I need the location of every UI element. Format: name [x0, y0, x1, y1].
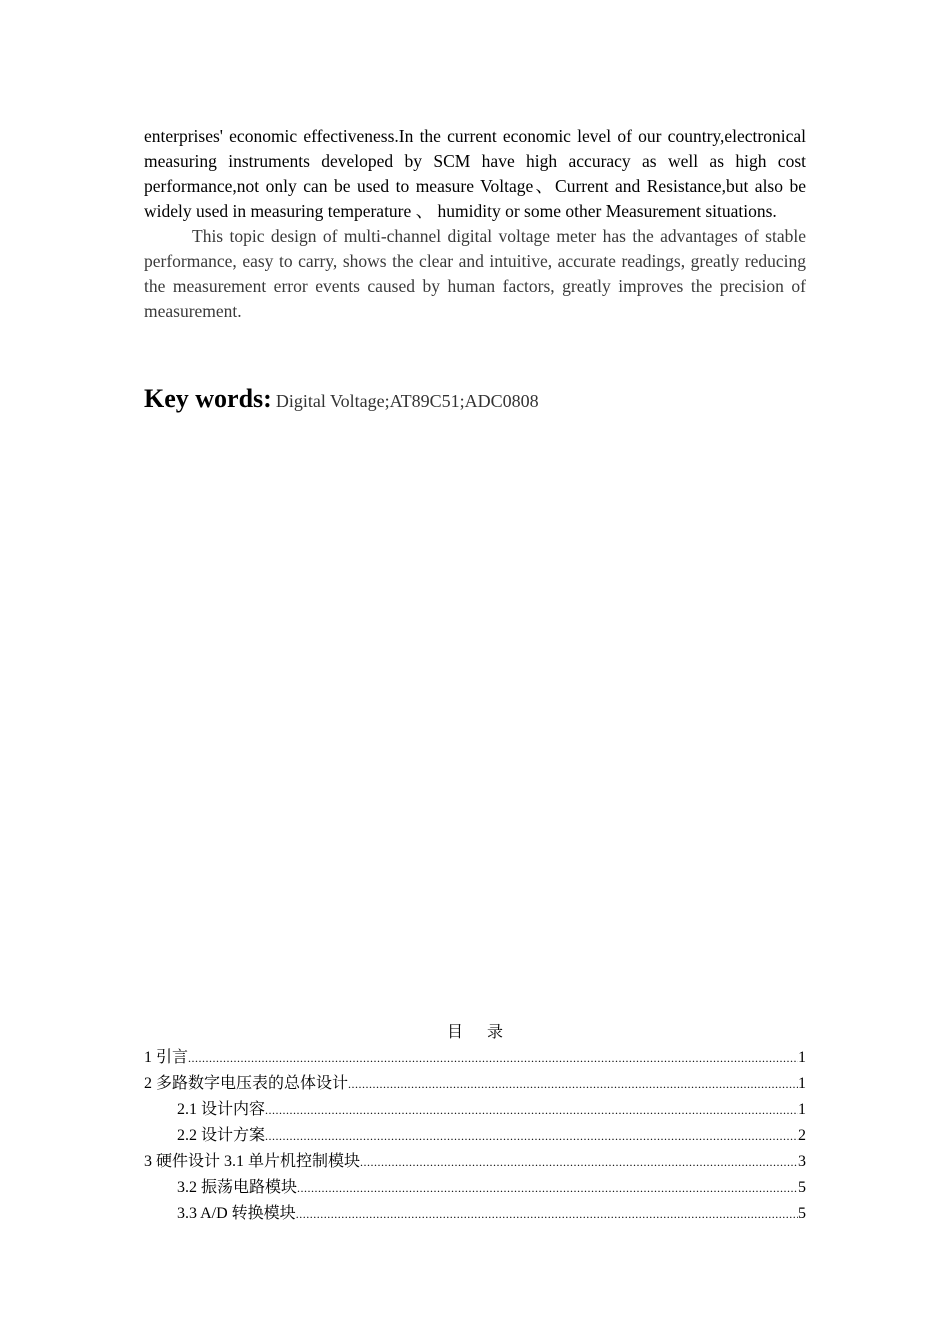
toc-dot-leader	[188, 1046, 798, 1071]
toc-entry-page: 3	[798, 1153, 806, 1170]
toc-entry-page: 1	[798, 1101, 806, 1118]
abstract-paragraph-2: This topic design of multi-channel digital voltage meter has the advantages of stable performance, easy to carry, shows the clear and intuitive, accurate readings, greatly reducing the measurement error events caused by human factors, greatly improves the precision of measurement.	[144, 226, 806, 321]
toc-entry-label: 2.2 设计方案	[177, 1127, 266, 1144]
toc-entry-page: 2	[798, 1127, 806, 1144]
toc-dot-leader	[348, 1072, 798, 1097]
abstract-section	[144, 124, 806, 324]
abstract-paragraph-1: enterprises' economic effectiveness.In the current economic level of our country,electronical measuring instruments developed by SCM have high accuracy as well as high cost performance,not only can be used to measure Voltage、Current and Resistance,but also be widely used in measuring temperature 、 humidity or some other Measurement situations.	[144, 126, 806, 221]
toc-entry[interactable]	[144, 1123, 806, 1149]
toc-dot-leader	[296, 1202, 798, 1227]
keywords-text: Digital Voltage;AT89C51;ADC0808	[275, 391, 539, 411]
toc-dot-leader	[265, 1098, 798, 1123]
toc-entry[interactable]	[144, 1097, 806, 1123]
toc-entry[interactable]	[144, 1201, 806, 1227]
keywords-line	[144, 383, 806, 419]
toc-dot-leader	[360, 1150, 798, 1175]
toc-entry-page: 5	[798, 1205, 806, 1222]
toc-entry-page: 1	[798, 1075, 806, 1092]
toc-entry[interactable]	[144, 1149, 806, 1175]
toc-title: 目 录	[446, 1024, 513, 1041]
toc-dot-leader	[265, 1124, 798, 1149]
toc-entry-page: 1	[798, 1049, 806, 1066]
toc-entry-label: 3.2 振荡电路模块	[177, 1179, 298, 1196]
toc-entry-label: 2.1 设计内容	[177, 1101, 266, 1118]
toc-entry[interactable]	[144, 1071, 806, 1097]
keywords-label: Key words:	[144, 384, 272, 413]
toc-entry-label: 1 引言	[144, 1049, 189, 1066]
toc-entry[interactable]	[144, 1175, 806, 1201]
toc-dot-leader	[297, 1176, 798, 1201]
toc-entry-label: 2 多路数字电压表的总体设计	[144, 1075, 349, 1092]
toc-entry-page: 5	[798, 1179, 806, 1196]
table-of-contents	[144, 1020, 806, 1227]
toc-entry[interactable]	[144, 1045, 806, 1071]
toc-entry-label: 3.3 A/D 转换模块	[177, 1205, 296, 1222]
toc-entry-label: 3 硬件设计 3.1 单片机控制模块	[144, 1153, 361, 1170]
